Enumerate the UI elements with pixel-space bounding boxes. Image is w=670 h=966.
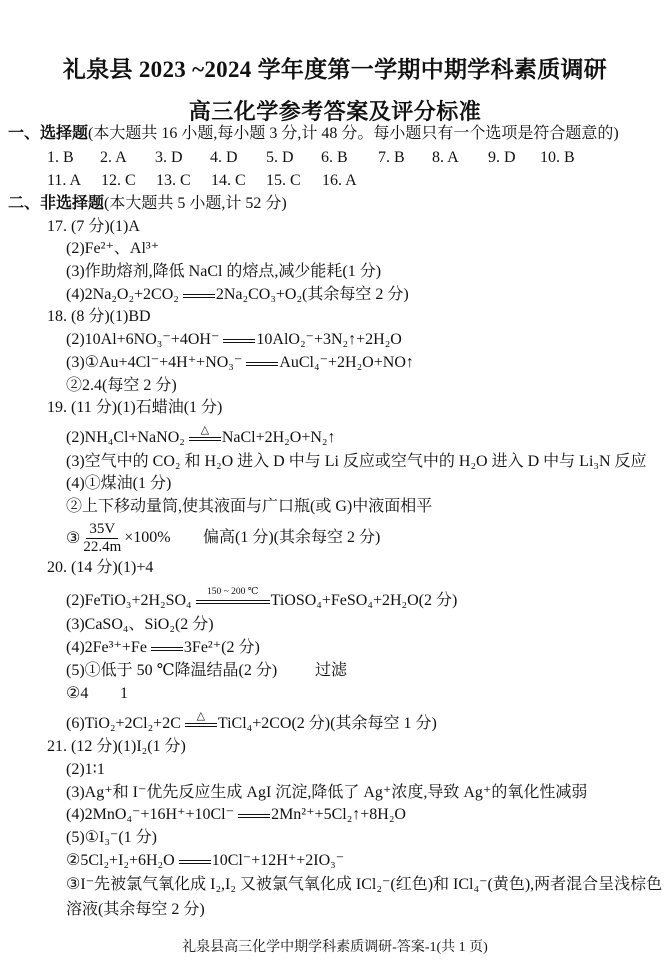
q18-equation [66, 329, 402, 351]
mc-answer: 16. A [322, 172, 357, 189]
reaction-arrow [185, 710, 217, 735]
reaction-arrow [151, 637, 183, 659]
q17-line: (2)Fe²⁺、Al³⁺ [66, 240, 160, 257]
q17-line: 17. (7 分)(1)A [47, 218, 140, 235]
section2-heading: 二、非选择题 [8, 195, 105, 212]
q21-line: 溶液(其余每空 2 分) [66, 901, 205, 918]
q21-line: (5)①I₃⁻(1 分) [66, 829, 158, 846]
equation-products: 10AlO₂⁻+3N₂↑+2H₂O [256, 331, 402, 348]
q20-equation [66, 637, 260, 659]
equation-products: 10Cl⁻+12H⁺+2IO₃⁻ [211, 852, 345, 869]
q21-equation [66, 850, 344, 872]
mc-answer: 10. B [540, 149, 575, 166]
mc-answer: 9. D [488, 149, 516, 166]
mc-answer: 14. C [211, 172, 246, 189]
equation-reactants: (2)FeTiO₃+2H₂SO₄ [66, 592, 192, 609]
q18-line: 18. (8 分)(1)BD [47, 308, 151, 325]
equation-products: 2Mn²⁺+5Cl₂↑+8H₂O [271, 806, 406, 823]
item-marker: ③ [66, 530, 81, 547]
reaction-arrow [246, 352, 278, 374]
page-footer: 礼泉县高三化学中期学科素质调研-答案-1(共 1 页) [182, 940, 488, 955]
q18-line: ②2.4(每空 2 分) [66, 377, 177, 394]
mc-answer: 7. B [378, 149, 405, 166]
mc-answer: 6. B [321, 149, 348, 166]
fraction [82, 521, 122, 556]
mc-answer: 5. D [266, 149, 294, 166]
q20-line: (3)CaSO₄、SiO₂(2 分) [66, 616, 214, 633]
q19-line: (4)①煤油(1 分) [66, 475, 172, 492]
fraction-numerator: 35V [86, 521, 118, 539]
equation-reactants: (4)2Na₂O₂+2CO₂ [66, 286, 179, 303]
section1-heading: 一、选择题 [8, 125, 89, 142]
mc-answer: 12. C [101, 172, 136, 189]
equation-products: TiOSO₄+FeSO₄+2H₂O(2 分) [270, 592, 458, 609]
reaction-arrow [223, 329, 255, 351]
q20-line: (5)①低于 50 ℃降温结晶(2 分) [66, 662, 278, 679]
q19-equation [66, 424, 336, 449]
equation-reactants: (2)10Al+6NO₃⁻+4OH⁻ [66, 331, 220, 348]
mc-answer: 1. B [47, 149, 74, 166]
equation-reactants: (4)2Fe³⁺+Fe [66, 639, 147, 656]
q21-line: (3)Ag⁺和 I⁻优先反应生成 AgI 沉淀,降低了 Ag⁺浓度,导致 Ag⁺的氧化性减弱 [66, 784, 588, 801]
equation-products: AuCl₄⁻+2H₂O+NO↑ [279, 354, 414, 371]
equation-reactants: (2)NH₄Cl+NaNO₂ [66, 429, 185, 446]
reaction-arrow [238, 804, 270, 826]
reaction-arrow [189, 424, 221, 449]
q19-line: (3)空气中的 CO₂ 和 H₂O 进入 D 中与 Li 反应或空气中的 H₂O 进入 D 中与 Li₃N 反应 [66, 453, 647, 470]
section2-note: (本大题共 5 小题,计 52 分) [104, 195, 287, 212]
page-subtitle: 高三化学参考答案及评分标准 [188, 99, 482, 124]
reaction-arrow [183, 284, 215, 306]
q20-line: ②4 [66, 685, 89, 702]
reaction-condition: 150 ~ 200 ℃ [206, 587, 259, 597]
equation-reactants: (3)①Au+4Cl⁻+4H⁺+NO₃⁻ [66, 354, 243, 371]
q19-line: 19. (11 分)(1)石蜡油(1 分) [47, 399, 223, 416]
equation-products: 2Na₂CO₃+O₂(其余每空 2 分) [215, 286, 409, 303]
fraction-factor: ×100% [124, 529, 171, 546]
reaction-arrow [196, 587, 270, 612]
mc-answer: 2. A [100, 149, 127, 166]
q20-equation [66, 710, 437, 735]
q19-note: 偏高(1 分)(其余每空 2 分) [203, 529, 381, 546]
mc-answer: 3. D [155, 149, 183, 166]
reaction-condition: △ [196, 710, 206, 722]
equation-reactants: (6)TiO₂+2Cl₂+2C [66, 715, 181, 732]
q21-line: 21. (12 分)(1)I₂(1 分) [47, 738, 186, 755]
equation-products: TiCl₄+2CO(2 分)(其余每空 1 分) [217, 715, 437, 732]
q18-equation [66, 352, 414, 374]
fraction-denominator: 22.4m [83, 538, 122, 555]
q21-line: ③I⁻先被氯气氧化成 I₂,I₂ 又被氯气氧化成 ICl₂⁻(红色)和 ICl₄⁻(黄色),两者混合呈浅棕色 [66, 876, 663, 893]
reaction-arrow [179, 850, 211, 872]
mc-answer: 15. C [266, 172, 301, 189]
q19-line: ②上下移动量筒,使其液面与广口瓶(或 G)中液面相平 [66, 498, 433, 515]
q20-line-extra: 过滤 [315, 662, 348, 679]
section2-header [8, 193, 287, 215]
q21-equation [66, 804, 406, 826]
mc-answer: 11. A [47, 172, 82, 189]
q17-line: (3)作助熔剂,降低 NaCl 的熔点,减少能耗(1 分) [66, 263, 382, 280]
reaction-condition: △ [200, 424, 210, 436]
mc-answer: 8. A [432, 149, 459, 166]
equation-reactants: ②5Cl₂+I₂+6H₂O [66, 852, 175, 869]
q19-fraction-line [66, 519, 171, 557]
mc-answer: 13. C [156, 172, 191, 189]
page-title: 礼泉县 2023 ~2024 学年度第一学期中期学科素质调研 [62, 57, 608, 82]
q17-equation [66, 284, 409, 306]
q20-line: 20. (14 分)(1)+4 [47, 559, 154, 576]
q20-line-extra: 1 [120, 685, 128, 702]
equation-reactants: (4)2MnO₄⁻+16H⁺+10Cl⁻ [66, 806, 235, 823]
section1-note: (本大题共 16 小题,每小题 3 分,计 48 分。每小题只有一个选项是符合题意的) [88, 125, 619, 142]
q20-equation [66, 587, 458, 612]
q21-line: (2)1∶1 [66, 761, 105, 778]
equation-products: 3Fe²⁺(2 分) [183, 639, 260, 656]
equation-products: NaCl+2H₂O+N₂↑ [221, 429, 336, 446]
section1-header [8, 123, 619, 145]
mc-answer: 4. D [210, 149, 238, 166]
